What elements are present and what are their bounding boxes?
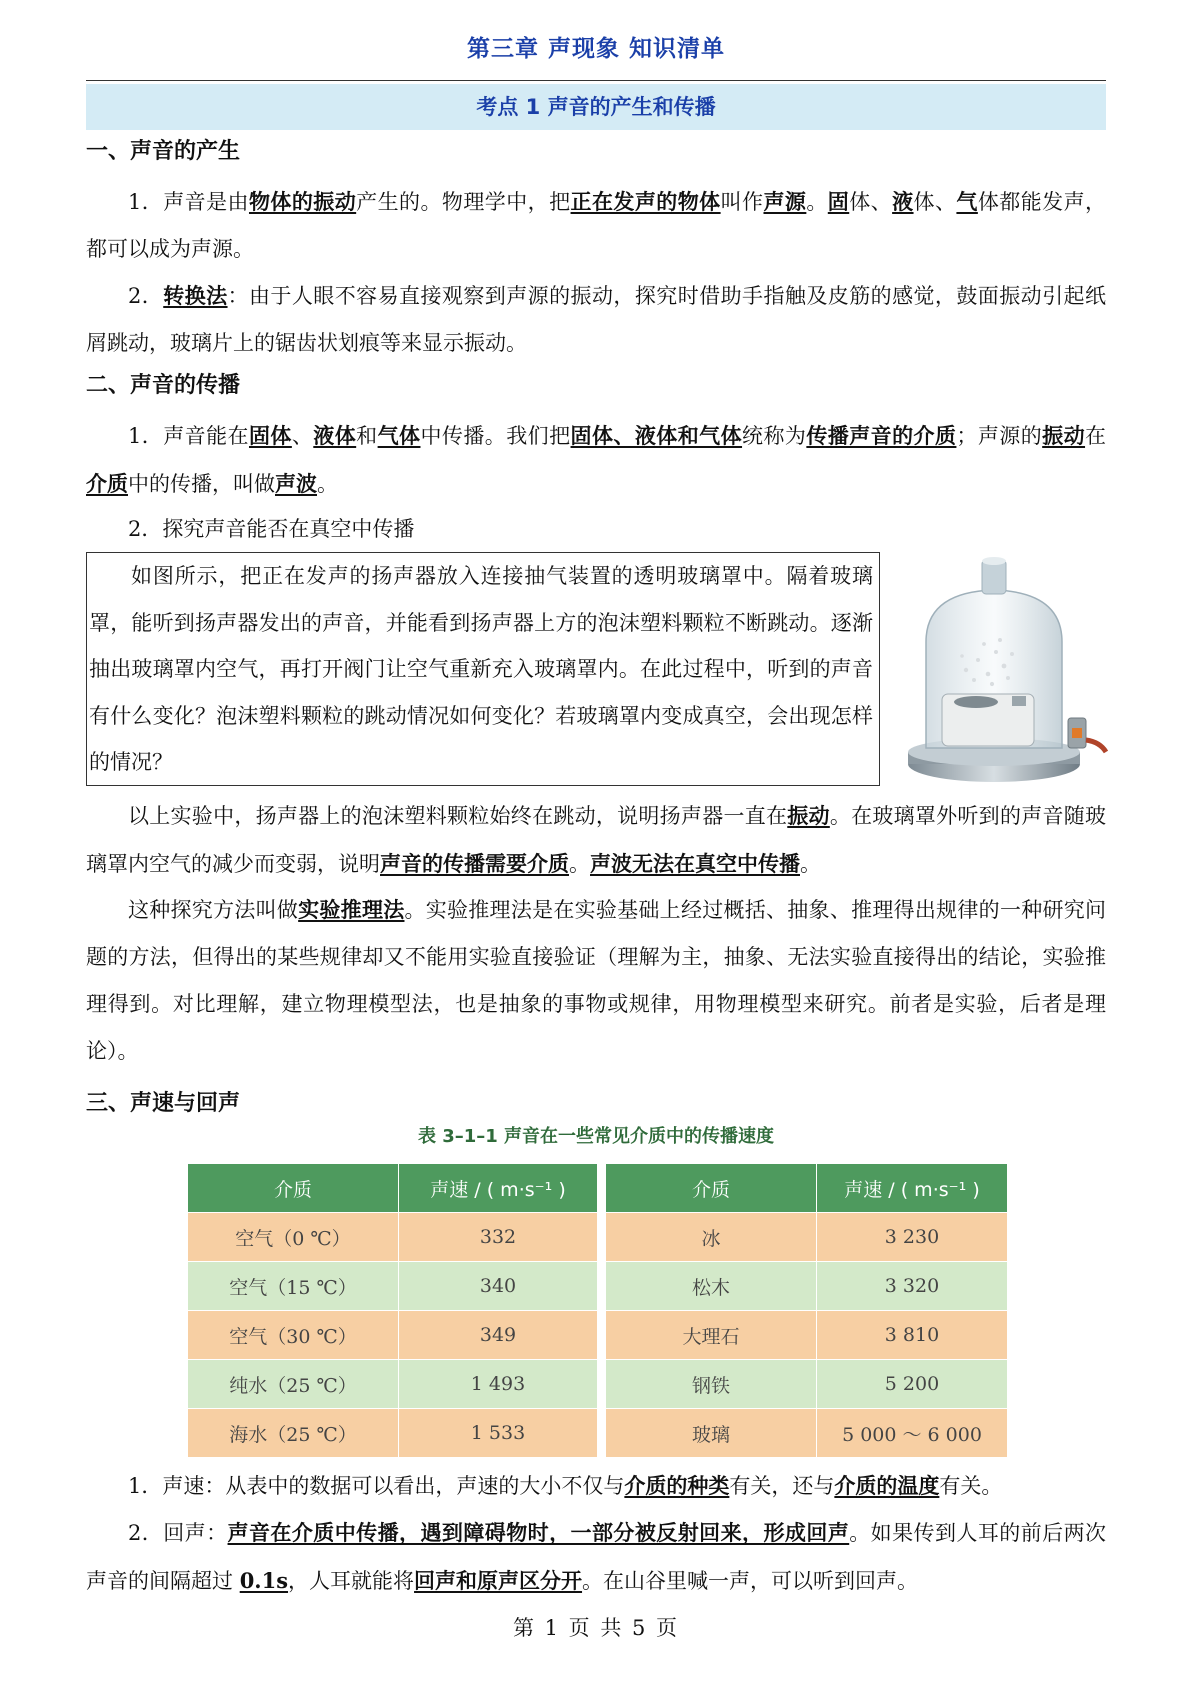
section-1-paragraph-1: 1．声音是由物体的振动产生的。物理学中，把正在发声的物体叫作声源。固体、液体、气体都能发声，都可以成为声源。 [86,189,1107,261]
table-row: 空气（15 ℃） 340 松木 3 320 [188,1262,1008,1311]
section-3-paragraph-2: 2．回声：声音在介质中传播，遇到障碍物时，一部分被反射回来，形成回声。如果传到人耳的前后两次声音的间隔超过 0.1s，人耳就能将回声和原声区分开。在山谷里喊一声，可以听到回声。 [86,1520,1106,1593]
section-1-paragraph-2: 2．转换法：由于人眼不容易直接观察到声源的振动，探究时借助手指触及皮筋的感觉，鼓面振动引起纸屑跳动，玻璃片上的锯齿状划痕等来显示振动。 [86,283,1106,355]
section-2-paragraph-3: 以上实验中，扬声器上的泡沫塑料颗粒始终在跳动，说明扬声器一直在振动。在玻璃罩外听到的声音随玻璃罩内空气的减少而变弱，说明声音的传播需要介质。声波无法在真空中传播。 [86,803,1107,876]
section-1-heading: 一、声音的产生 [86,139,241,164]
table-row: 纯水（25 ℃） 1 493 钢铁 5 200 [188,1360,1008,1409]
table-header-cell: 声速 / ( m·s⁻¹ ) [817,1164,1008,1213]
table-row: 海水（25 ℃） 1 533 玻璃 5 000 ～ 6 000 [188,1409,1008,1458]
section-2-paragraph-2: 2．探究声音能否在真空中传播 [128,517,415,541]
chapter-title: 第三章 声现象 知识清单 [466,36,725,62]
section-3-paragraph-1: 1．声速：从表中的数据可以看出，声速的大小不仅与介质的种类有关，还与介质的温度有关。 [128,1473,1003,1498]
bell-jar-illustration [896,552,1108,792]
section-2-heading: 二、声音的传播 [86,373,241,398]
experiment-box [86,552,880,786]
sound-speed-table [188,1164,1008,1458]
table-header-cell: 声速 / ( m·s⁻¹ ) [399,1164,598,1213]
table-caption: 表 3–1–1 声音在一些常见介质中的传播速度 [417,1126,775,1147]
kaodian-banner: 考点 1 声音的产生和传播 [86,84,1106,130]
table-header-cell: 介质 [606,1164,817,1213]
section-3-heading: 三、声速与回声 [86,1091,241,1116]
speaker-cone [954,696,998,708]
section-2-paragraph-1: 1．声音能在固体、液体和气体中传播。我们把固体、液体和气体统称为传播声音的介质；声源的振动在介质中的传播，叫做声波。 [86,423,1107,496]
table-row: 空气（30 ℃） 349 大理石 3 810 [188,1311,1008,1360]
section-2-paragraph-4: 这种探究方法叫做实验推理法。实验推理法是在实验基础上经过概括、抽象、推理得出规律的一种研究问题的方法，但得出的某些规律却又不能用实验直接验证（理解为主，抽象、无法实验直接得出的结论，实验推理得到。对比理解，建立物理模型法，也是抽象的事物或规律，用物理模型来研究。前者是实验，后者是理论）。 [86,897,1107,1063]
dome-knob [982,560,1006,594]
experiment-text: 如图所示，把正在发声的扬声器放入连接抽气装置的透明玻璃罩中。隔着玻璃罩，能听到扬声器发出的声音，并能看到扬声器上方的泡沫塑料颗粒不断跳动。逐渐抽出玻璃罩内空气，再打开阀门让空气重新充入玻璃罩内。在此过程中，听到的声音有什么变化？泡沫塑料颗粒的跳动情况如何变化？若玻璃罩内变成真空，会出现怎样的情况？ [89,564,873,774]
title-divider [86,80,1106,81]
table-row: 空气（0 ℃） 332 冰 3 230 [188,1213,1008,1262]
table-header-cell: 介质 [188,1164,399,1213]
page-footer: 第 1 页 共 5 页 [512,1616,680,1640]
air-pipe [1086,740,1106,752]
